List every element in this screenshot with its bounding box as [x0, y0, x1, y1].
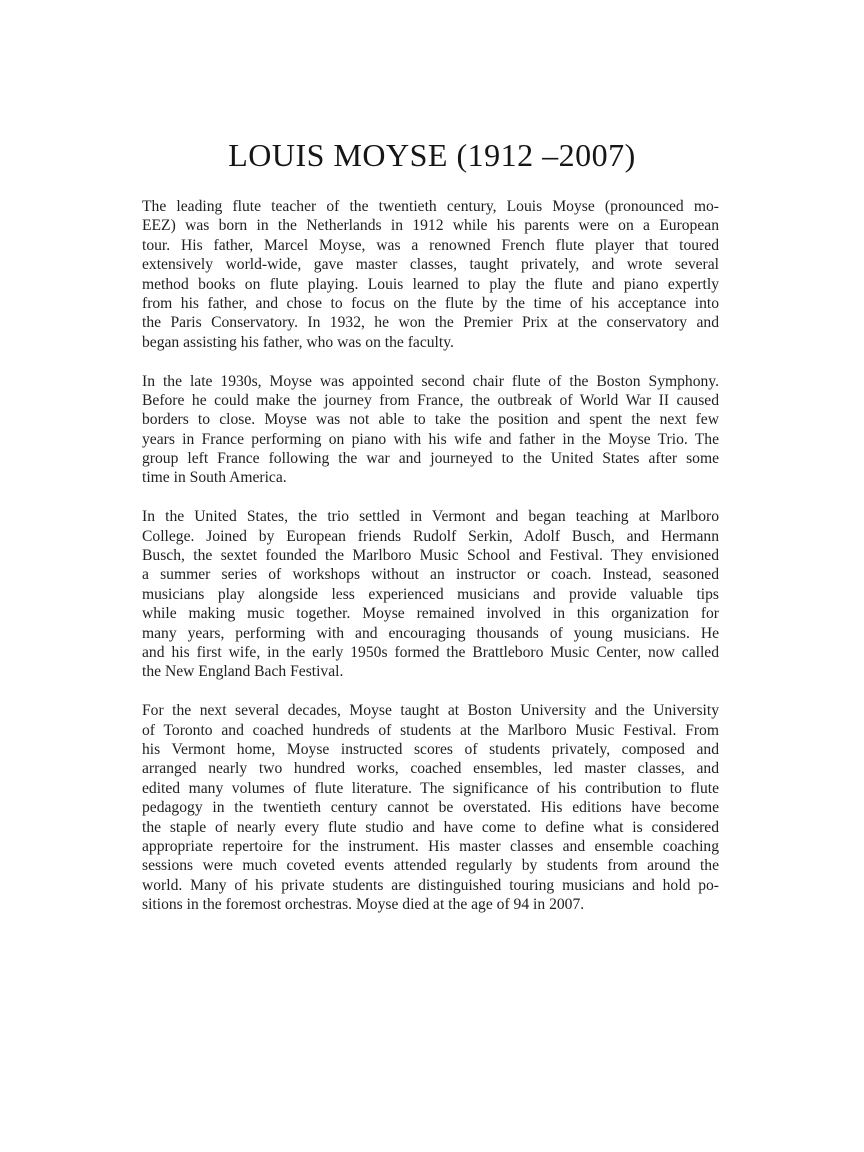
text-line: while making music together. Moyse remained involved in this organization for — [142, 605, 719, 623]
text-line: world. Many of his private students are distinguished touring musicians and hold po- — [142, 876, 719, 894]
text-line: the Paris Conservatory. In 1932, he won the Premier Prix at the conservatory and — [142, 314, 719, 332]
paragraph — [142, 507, 719, 682]
text-line: appropriate repertoire for the instrument. His master classes and ensemble coaching — [142, 837, 719, 855]
text-line: arranged nearly two hundred works, coached ensembles, led master classes, and — [142, 760, 719, 778]
text-line: For the next several decades, Moyse taught at Boston University and the University — [142, 702, 719, 720]
text-line: extensively world-wide, gave master classes, taught privately, and wrote several — [142, 256, 719, 274]
text-line: from his father, and chose to focus on the flute by the time of his acceptance into — [142, 294, 719, 312]
paragraph — [142, 197, 719, 352]
text-line: borders to close. Moyse was not able to take the position and spent the next few — [142, 411, 719, 429]
text-line: Busch, the sextet founded the Marlboro Music School and Festival. They envisioned — [142, 547, 719, 565]
text-line: time in South America. — [142, 469, 287, 487]
paragraph — [142, 372, 719, 488]
text-line: began assisting his father, who was on the faculty. — [142, 333, 454, 351]
text-line: the staple of nearly every flute studio and have come to define what is considered — [142, 818, 719, 836]
text-line: the New England Bach Festival. — [142, 663, 344, 681]
text-line: and his first wife, in the early 1950s formed the Brattleboro Music Center, now called — [142, 643, 719, 661]
text-line: sitions in the foremost orchestras. Moyse died at the age of 94 in 2007. — [142, 896, 585, 914]
paragraph — [142, 701, 719, 914]
text-line: Before he could make the journey from France, the outbreak of World War II caused — [142, 391, 719, 409]
text-line: musicians play alongside less experienced musicians and provide valuable tips — [142, 585, 719, 603]
text-line: method books on flute playing. Louis learned to play the flute and piano expertly — [142, 275, 719, 293]
text-line: College. Joined by European friends Rudolf Serkin, Adolf Busch, and Hermann — [142, 527, 719, 545]
text-line: The leading flute teacher of the twentieth century, Louis Moyse (pronounced mo- — [142, 198, 719, 215]
text-line: his Vermont home, Moyse instructed scores of students privately, composed and — [142, 740, 719, 758]
text-line: tour. His father, Marcel Moyse, was a renowned French flute player that toured — [142, 236, 719, 254]
body-text — [142, 197, 719, 934]
text-line: of Toronto and coached hundreds of students at the Marlboro Music Festival. From — [142, 721, 719, 739]
text-line: group left France following the war and journeyed to the United States after some — [142, 450, 719, 468]
text-line: years in France performing on piano with his wife and father in the Moyse Trio. The — [142, 430, 719, 448]
page-title: LOUIS MOYSE (1912 –2007) — [228, 137, 636, 173]
text-line: EEZ) was born in the Netherlands in 1912 while his parents were on a European — [142, 217, 719, 235]
text-line: In the United States, the trio settled in Vermont and began teaching at Marlboro — [142, 508, 719, 526]
text-line: many years, performing with and encouraging thousands of young musicians. He — [142, 624, 719, 642]
text-line: a summer series of workshops without an instructor or coach. Instead, seasoned — [142, 566, 719, 584]
text-line: sessions were much coveted events attended regularly by students from around the — [142, 857, 719, 875]
text-line: In the late 1930s, Moyse was appointed second chair flute of the Boston Symphony. — [142, 372, 719, 390]
text-line: pedagogy in the twentieth century cannot be overstated. His editions have become — [142, 799, 719, 817]
text-line: edited many volumes of flute literature. The significance of his contribution to flute — [142, 779, 719, 797]
